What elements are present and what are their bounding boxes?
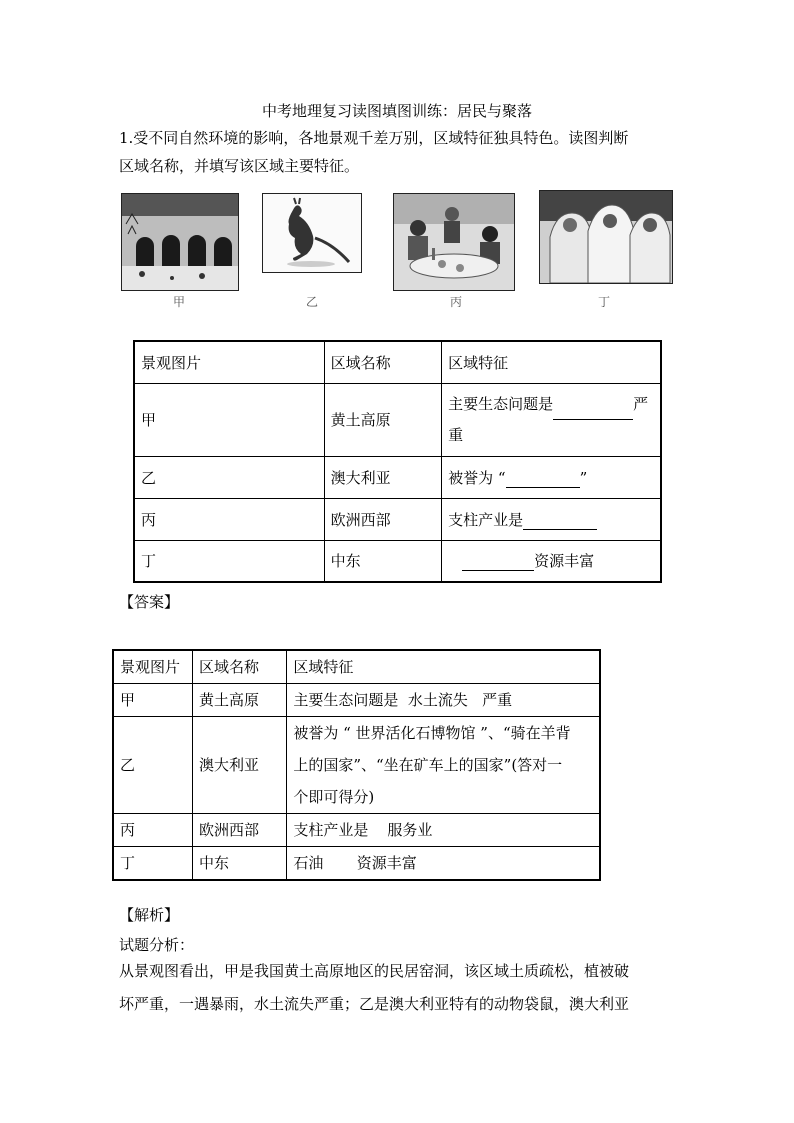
region-cell: 黄土高原 xyxy=(192,684,286,717)
table-row xyxy=(113,814,600,847)
pic-cell: 丙 xyxy=(113,814,192,847)
question-text xyxy=(119,124,679,180)
feature-cell: 石油 资源丰富 xyxy=(287,847,600,881)
header-cell: 区域特征 xyxy=(442,341,661,383)
fill-blank[interactable] xyxy=(462,552,534,571)
question-line-2: 区域名称，并填写该区域主要特征。 xyxy=(119,157,360,175)
pic-cell: 丙 xyxy=(134,498,324,540)
arab-men-image xyxy=(539,190,673,284)
table-header-row xyxy=(113,650,600,684)
region-cell: 中东 xyxy=(324,540,442,582)
analysis-subtitle: 试题分析： xyxy=(119,936,195,954)
feature-cell: 被誉为 “ ” xyxy=(442,456,661,498)
table-row xyxy=(134,540,661,582)
header-cell: 区域名称 xyxy=(192,650,286,684)
fill-blank[interactable] xyxy=(506,469,580,488)
region-cell: 澳大利亚 xyxy=(324,456,442,498)
cave-dwelling-image xyxy=(121,193,239,291)
caption-yi: 乙 xyxy=(305,295,318,309)
analysis-line-1: 从景观图看出，甲是我国黄土高原地区的民居窑洞，该区域土质疏松，植被破 xyxy=(119,962,630,980)
analysis-line-2: 坏严重，一遇暴雨，水土流失严重；乙是澳大利亚特有的动物袋鼠，澳大利亚 xyxy=(119,995,630,1013)
table-row xyxy=(113,684,600,717)
region-cell: 中东 xyxy=(192,847,286,881)
question-table xyxy=(133,340,662,583)
caption-bing: 丙 xyxy=(449,295,462,309)
header-cell: 区域名称 xyxy=(324,341,442,383)
answer-table xyxy=(112,649,601,881)
page-title: 中考地理复习读图填图训练：居民与聚落 xyxy=(261,102,532,120)
table-header-row xyxy=(134,341,661,383)
pic-cell: 甲 xyxy=(113,684,192,717)
header-cell: 景观图片 xyxy=(134,341,324,383)
table-row xyxy=(134,456,661,498)
question-line-1: 1.受不同自然环境的影响，各地景观千差万别，区域特征独具特色。读图判断 xyxy=(119,129,629,147)
region-cell: 黄土高原 xyxy=(324,383,442,456)
feature-cell: 资源丰富 xyxy=(442,540,661,582)
caption-jia: 甲 xyxy=(172,295,185,309)
table-row xyxy=(134,498,661,540)
pic-cell: 乙 xyxy=(113,717,192,814)
feature-cell: 支柱产业是 xyxy=(442,498,661,540)
fill-blank[interactable] xyxy=(553,389,633,420)
table-row xyxy=(113,847,600,881)
caption-ding: 丁 xyxy=(597,295,610,309)
table-row xyxy=(134,383,661,456)
pic-cell: 丁 xyxy=(134,540,324,582)
feature-cell: 主要生态问题是 严 重 xyxy=(442,383,661,456)
feature-cell: 支柱产业是 服务业 xyxy=(287,814,600,847)
feature-cell: 主要生态问题是 水土流失 严重 xyxy=(287,684,600,717)
kangaroo-image xyxy=(262,193,362,273)
answer-label: 【答案】 xyxy=(119,593,180,611)
header-cell: 景观图片 xyxy=(113,650,192,684)
region-cell: 澳大利亚 xyxy=(192,717,286,814)
analysis-label: 【解析】 xyxy=(119,906,180,924)
region-cell: 欧洲西部 xyxy=(192,814,286,847)
pic-cell: 甲 xyxy=(134,383,324,456)
dining-people-image xyxy=(393,193,515,291)
analysis-text xyxy=(119,957,679,1018)
header-cell: 区域特征 xyxy=(287,650,600,684)
pic-cell: 乙 xyxy=(134,456,324,498)
fill-blank[interactable] xyxy=(523,511,597,530)
feature-cell: 被誉为 “ 世界活化石博物馆 ”、“骑在羊背 上的国家”、“坐在矿车上的国家”(答对一 个即可得分) xyxy=(287,717,600,814)
table-row xyxy=(113,717,600,814)
pic-cell: 丁 xyxy=(113,847,192,881)
region-cell: 欧洲西部 xyxy=(324,498,442,540)
